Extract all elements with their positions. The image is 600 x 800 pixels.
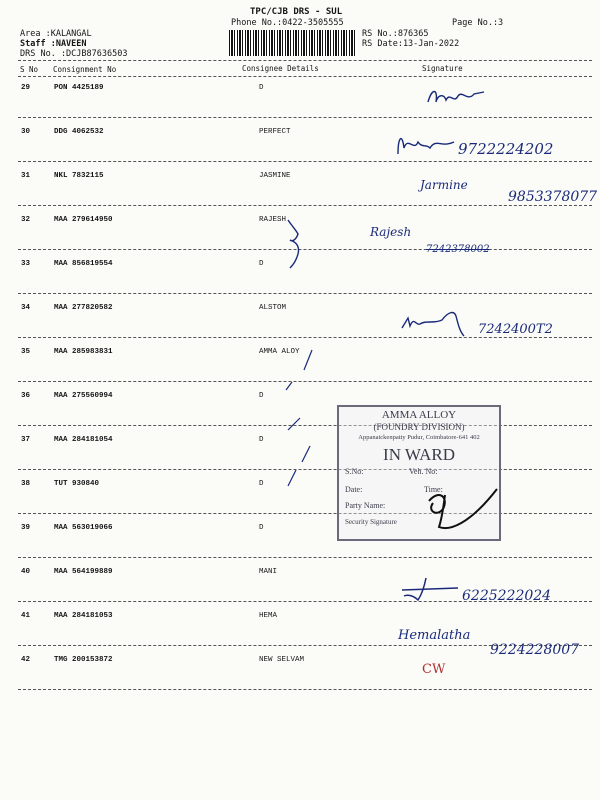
phone-number: Phone No.:0422-3505555 [231, 18, 344, 28]
stamp-security: Security Signature [345, 518, 397, 526]
handwriting-30-phone: 9722224202 [458, 140, 554, 158]
row-consignee: D [259, 84, 264, 92]
row-sno: 33 [21, 260, 31, 268]
rs-date: RS Date:13-Jan-2022 [362, 39, 460, 49]
row-divider [18, 337, 592, 338]
row-consignment: MAA 856819554 [54, 260, 113, 268]
inward-stamp [337, 405, 501, 541]
handwriting-42-initials: CW [422, 662, 446, 677]
column-divider [18, 76, 592, 77]
handwriting-31-name: Jarmine [420, 178, 468, 192]
stamp-time: Time: [424, 485, 443, 494]
row-consignment: MAA 284181054 [54, 436, 113, 444]
rs-number: RS No.:876365 [362, 29, 429, 39]
row-consignee: PERFECT [259, 128, 291, 136]
row-divider [18, 293, 592, 294]
handwriting-41-phone: 9224228007 [490, 642, 580, 658]
drs-number: DRS No. :DCJB87636503 [20, 49, 128, 59]
handwriting-32-name: Rajesh [370, 225, 412, 239]
row-divider [18, 689, 592, 690]
row-consignment: DDG 4062532 [54, 128, 104, 136]
row-consignment: TMG 200153872 [54, 656, 113, 664]
row-sno: 40 [21, 568, 31, 576]
col-consignment: Consignment No [53, 65, 117, 74]
row-sno: 31 [21, 172, 31, 180]
stamp-division: (FOUNDRY DIVISION) [373, 422, 465, 432]
barcode [229, 30, 357, 56]
row-consignee: MANI [259, 568, 278, 576]
area-label: Area :KALANGAL [20, 29, 92, 39]
row-consignment: PON 4425189 [54, 84, 104, 92]
signature-29 [424, 84, 494, 112]
row-divider [18, 557, 592, 558]
row-consignment: NKL 7832115 [54, 172, 104, 180]
row-sno: 39 [21, 524, 31, 532]
row-consignee: D [259, 436, 264, 444]
row-sno: 41 [21, 612, 31, 620]
signature-34 [398, 306, 478, 338]
stamp-sno: S.No: [345, 467, 364, 476]
row-consignee: D [259, 524, 264, 532]
row-consignment: MAA 564199889 [54, 568, 113, 576]
row-consignment: MAA 277820582 [54, 304, 113, 312]
document-title: TPC/CJB DRS - SUL [250, 7, 343, 17]
signature-32 [282, 216, 310, 272]
row-consignee: JASMINE [259, 172, 291, 180]
row-sno: 29 [21, 84, 31, 92]
page-number: Page No.:3 [452, 18, 504, 28]
header-divider [18, 60, 592, 61]
handwriting-31-phone: 9853378077 [508, 189, 598, 205]
row-sno: 32 [21, 216, 31, 224]
row-sno: 34 [21, 304, 31, 312]
row-consignee: D [259, 260, 264, 268]
row-consignment: MAA 275560994 [54, 392, 113, 400]
row-consignee: D [259, 480, 264, 488]
row-consignee: HEMA [259, 612, 278, 620]
handwriting-34-phone: 7242400T2 [478, 322, 553, 337]
row-divider [18, 205, 592, 206]
stamp-inward: IN WARD [383, 445, 455, 464]
handwriting-41-name: Hemalatha [398, 628, 471, 643]
stamp-date: Date: [345, 485, 363, 494]
row-consignee: NEW SELVAM [259, 656, 305, 664]
row-consignee: RAJESH [259, 216, 287, 224]
row-sno: 38 [21, 480, 31, 488]
row-consignee: AMMA ALOY [259, 348, 300, 356]
row-consignee: ALSTOM [259, 304, 287, 312]
mark-35-39 [284, 346, 314, 496]
row-divider [18, 513, 592, 514]
row-consignment: MAA 563019066 [54, 524, 113, 532]
stamp-party: Party Name: [345, 501, 386, 510]
row-sno: 42 [21, 656, 31, 664]
staff-label: Staff :NAVEEN [20, 39, 87, 49]
row-divider [18, 117, 592, 118]
row-divider [18, 161, 592, 162]
row-consignment: MAA 279614950 [54, 216, 113, 224]
row-sno: 36 [21, 392, 31, 400]
row-consignment: MAA 285983831 [54, 348, 113, 356]
row-sno: 37 [21, 436, 31, 444]
signature-30 [392, 128, 462, 164]
row-sno: 30 [21, 128, 31, 136]
stamp-signature [409, 481, 499, 537]
col-sno: S No [20, 65, 39, 74]
handwriting-33-phone: 7242378002 [426, 244, 490, 255]
col-signature: Signature [422, 64, 463, 73]
handwriting-40-phone: 6225222024 [462, 588, 552, 604]
stamp-veh: Veh. No: [409, 467, 438, 476]
col-consignee: Consignee Details [242, 64, 319, 73]
row-consignment: TUT 930840 [54, 480, 100, 488]
row-consignment: MAA 284181053 [54, 612, 113, 620]
stamp-company: AMMA ALLOY [381, 409, 457, 421]
signature-40 [396, 574, 466, 602]
stamp-address: Appanaickenpatty Pudur, Coimbatore-641 402 [358, 434, 480, 441]
row-sno: 35 [21, 348, 31, 356]
row-consignee: D [259, 392, 264, 400]
